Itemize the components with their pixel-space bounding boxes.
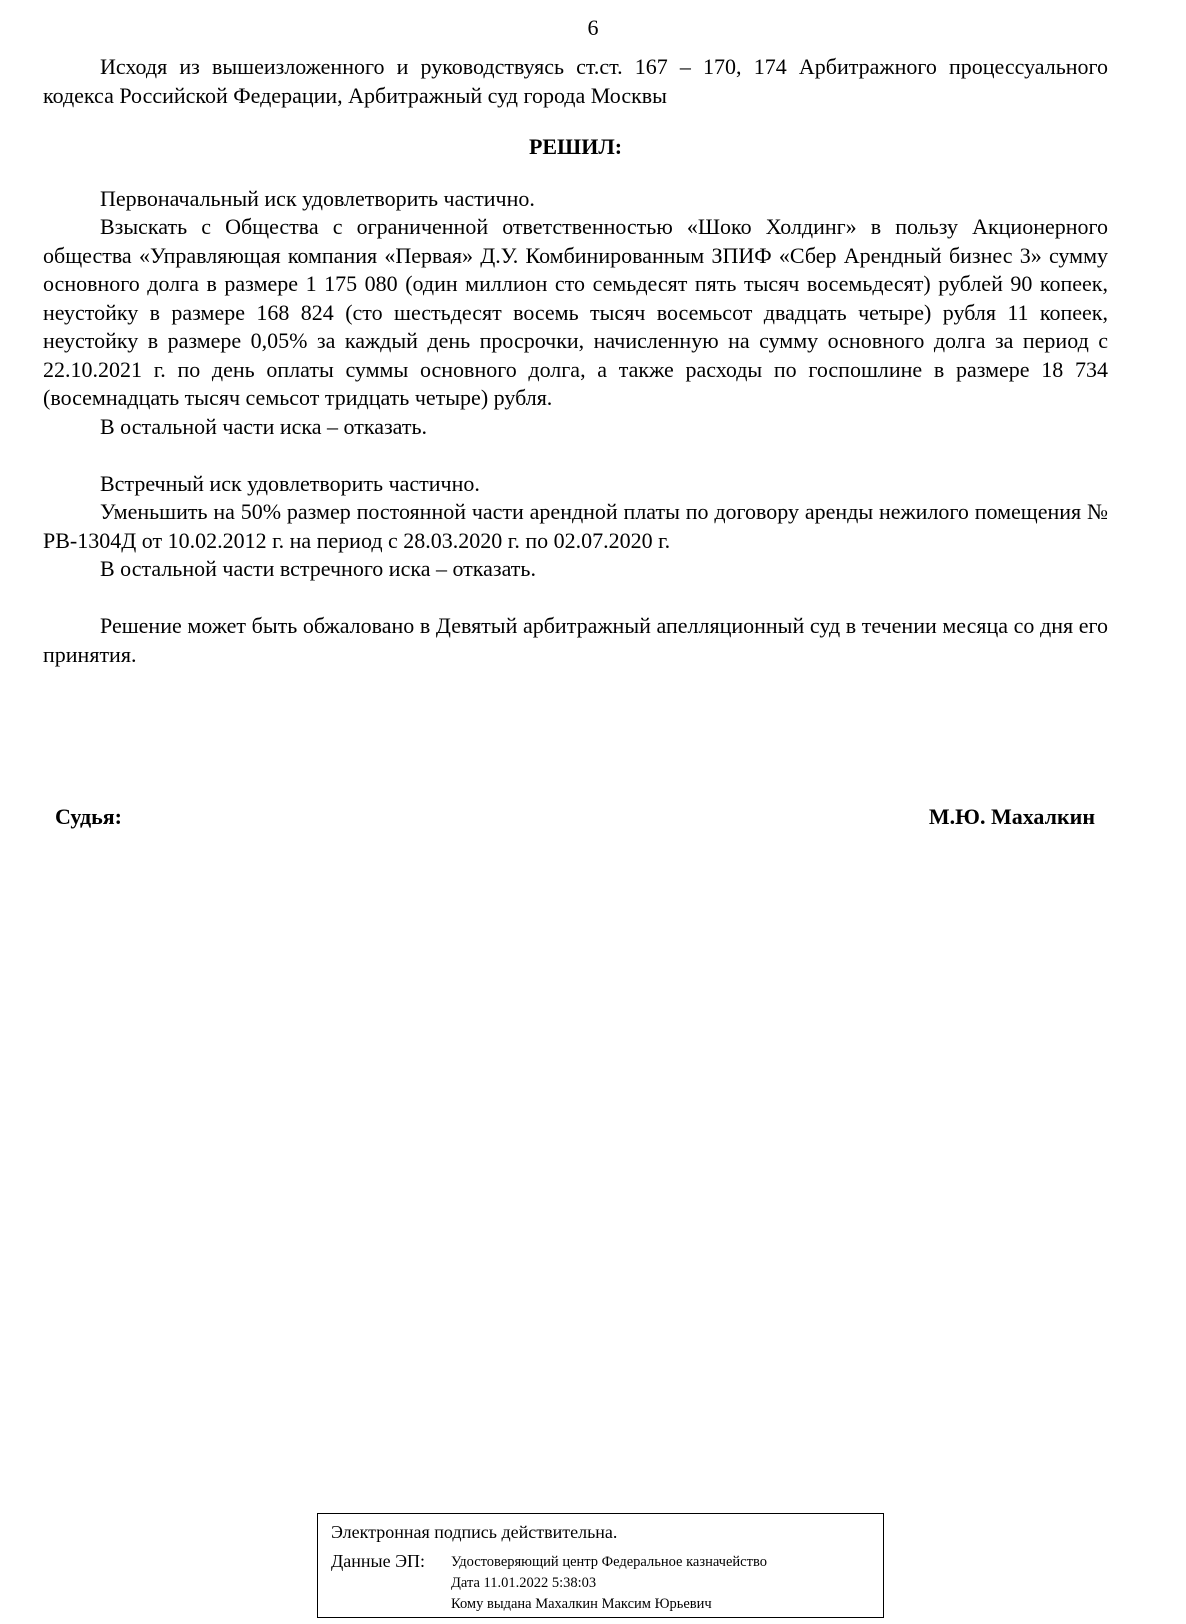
paragraph-appeal: Решение может быть обжаловано в Девятый арбитражный апелляционный суд в течении месяца со дня его принятия. — [43, 613, 1108, 667]
electronic-signature-box — [317, 1513, 884, 1618]
certificate-owner: Кому выдана Махалкин Максим Юрьевич — [451, 1596, 712, 1612]
signature-row — [55, 803, 1095, 831]
electronic-signature-label: Данные ЭП: — [331, 1551, 425, 1571]
paragraph-rent-reduction: Уменьшить на 50% размер постоянной части арендной платы по договору аренды нежилого помещения № РВ-1304Д от 10.02.2012 г. на период с 28.03.2020 г. по 02.07.2020 г. — [43, 499, 1108, 553]
paragraph-main-claim-rest: В остальной части иска – отказать. — [100, 413, 428, 439]
paragraph-counter-claim: Встречный иск удовлетворить частично. — [100, 470, 480, 496]
paragraph-main-claim: Первоначальный иск удовлетворить частично. — [100, 185, 535, 211]
decision-heading: РЕШИЛ: — [528, 134, 623, 159]
intro-paragraph: Исходя из вышеизложенного и руководствуясь ст.ст. 167 – 170, 174 Арбитражного процессуального кодекса Российской Федерации, Арбитражный суд города Москвы — [43, 54, 1108, 108]
paragraph-spacer — [43, 584, 1108, 613]
paragraph-recovery: Взыскать с Общества с ограниченной ответственностью «Шоко Холдинг» в пользу Акционерного общества «Управляющая компания «Первая» Д.У. Комбинированным ЗПИФ «Сбер Арендный бизнес 3» сумму основного долга в размере 1 175 080 (один миллион сто семьдесят пять тысяч восемьдесят) рублей 90 копеек, неустойку в размере 168 824 (сто шестьдесят восемь тысяч восемьсот двадцать четыре) рубля 11 копеек, неустойку в размере 0,05% за каждый день просрочки, начисленную на сумму основного долга за период с 22.10.2021 г. по день оплаты суммы основного долга, а также расходы по госпошлине в размере 18 734 (восемнадцать тысяч семьсот тридцать четыре) рубля. — [43, 214, 1108, 410]
signature-date: Дата 11.01.2022 5:38:03 — [451, 1575, 597, 1591]
paragraph-counter-claim-rest: В остальной части встречного иска – отказать. — [100, 556, 536, 581]
electronic-signature-details — [451, 1552, 767, 1615]
decision-body — [43, 53, 1108, 669]
electronic-signature-status: Электронная подпись действительна. — [331, 1522, 618, 1542]
judge-name: М.Ю. Махалкин — [928, 804, 1095, 829]
certificate-authority: Удостоверяющий центр Федеральное казначейство — [451, 1554, 767, 1570]
judge-label: Судья: — [55, 804, 122, 829]
page-number: 6 — [587, 15, 599, 40]
paragraph-spacer — [43, 441, 1108, 470]
